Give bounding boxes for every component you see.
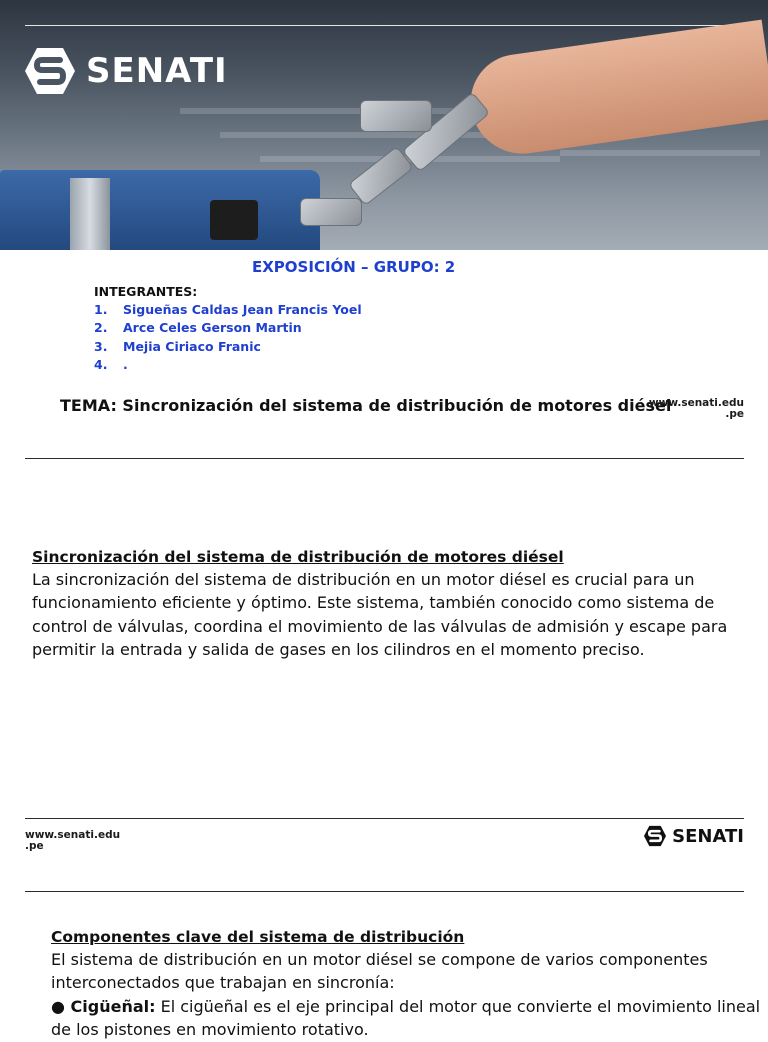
section-paragraph: El sistema de distribución en un motor diésel se compone de varios componentes interconectados que trabajan en sincronía: ● Cigüeñal: El cigüeñal es el eje principal del motor que convierte el movimiento lineal de los pistones en movimiento rotativo. xyxy=(51,950,761,1040)
senati-logo-icon xyxy=(643,825,667,847)
logo-wordmark: SENATI xyxy=(86,51,228,91)
topic-title: TEMA: Sincronización del sistema de distribución de motores diésel xyxy=(60,396,672,415)
member-item: 4. . xyxy=(94,356,128,372)
section-paragraph: La sincronización del sistema de distribución en un motor diésel es crucial para un funcionamiento eficiente y óptimo. Este sistema, también conocido como sistema de control de válvulas, coordina el movimiento de las válvulas de admisión y escape para permitir la entrada y salida de gases en los cilindros en el momento preciso. xyxy=(32,570,728,660)
senati-logo-icon xyxy=(24,46,76,96)
hero-image xyxy=(0,0,768,250)
members-list xyxy=(94,283,362,374)
bullet-item: ● Cigüeñal: El cigüeñal es el eje principal del motor que convierte el movimiento lineal xyxy=(51,996,761,1016)
presentation-heading: EXPOSICIÓN – GRUPO: 2 xyxy=(252,258,456,276)
member-item: 1. Sigueñas Caldas Jean Francis Yoel xyxy=(94,302,362,318)
page-divider xyxy=(25,891,744,892)
human-arm-graphic xyxy=(465,20,768,161)
members-label: INTEGRANTES: xyxy=(94,284,198,299)
logo-wordmark: SENATI xyxy=(672,825,744,847)
member-item: 2. Arce Celes Gerson Martin xyxy=(94,320,302,336)
footer-logo xyxy=(643,825,744,847)
footer-url: www.senati.edu .pe xyxy=(25,829,121,852)
member-item: 3. Mejia Ciriaco Franic xyxy=(94,338,261,354)
section-title: Sincronización del sistema de distribución de motores diésel xyxy=(32,548,564,566)
section-title: Componentes clave del sistema de distribución xyxy=(51,928,465,946)
robot-gripper xyxy=(300,198,362,226)
robot-arm-graphic xyxy=(0,170,320,250)
website-url: www.senati.edu .pe xyxy=(648,397,744,420)
senati-logo xyxy=(24,46,228,96)
top-rule xyxy=(25,25,744,26)
cover-page xyxy=(0,0,768,459)
page-divider xyxy=(25,458,744,459)
page-footer-rule xyxy=(25,818,744,819)
